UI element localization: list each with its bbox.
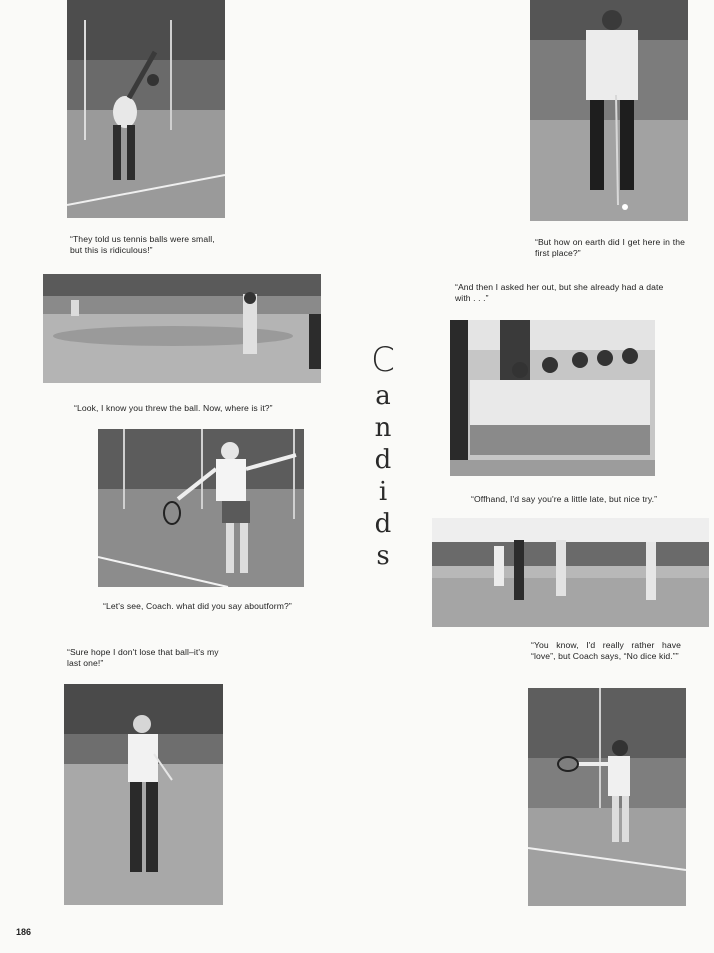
photo-golf-putt — [530, 0, 688, 221]
caption-lose-ball: “Sure hope I don't lose that ball–it's my last one!” — [67, 647, 219, 668]
caption-coach-form: “Let's see, Coach. what did you say aboutform?” — [103, 601, 292, 611]
caption-dugout-late: “Offhand, I'd say you're a little late, but nice try.” — [471, 494, 658, 504]
photo-baseball-batter — [43, 274, 321, 383]
title-letter: d — [374, 445, 392, 475]
caption-golf-putt: “But how on earth did I get here in the first place?” — [535, 237, 685, 258]
title-letter: i — [378, 477, 388, 507]
title-letter: C — [371, 340, 395, 380]
page-number: 186 — [16, 927, 32, 937]
title-letter: s — [376, 541, 390, 571]
caption-dugout-date: “And then I asked her out, but she already had a date with . . .” — [455, 282, 664, 303]
photo-tennis-plaid — [98, 429, 304, 587]
caption-love-dice: “You know, I'd really rather have “love”, but Coach says, “No dice kid.”” — [531, 640, 681, 661]
title-letter: n — [374, 413, 392, 443]
caption-tennis-serve: “They told us tennis balls were small, but this is ridiculous!” — [70, 234, 215, 255]
title-letter: d — [374, 509, 392, 539]
title-letter: a — [375, 381, 391, 411]
photo-baseball-action — [432, 518, 709, 627]
caption-baseball-batter: “Look, I know you threw the ball. Now, where is it?” — [74, 403, 273, 413]
photo-dugout — [450, 320, 655, 476]
photo-tennis-serve — [67, 0, 225, 218]
photo-tennis-forehand — [528, 688, 686, 906]
photo-golf-swing — [64, 684, 223, 905]
page-title-candids — [366, 340, 400, 572]
